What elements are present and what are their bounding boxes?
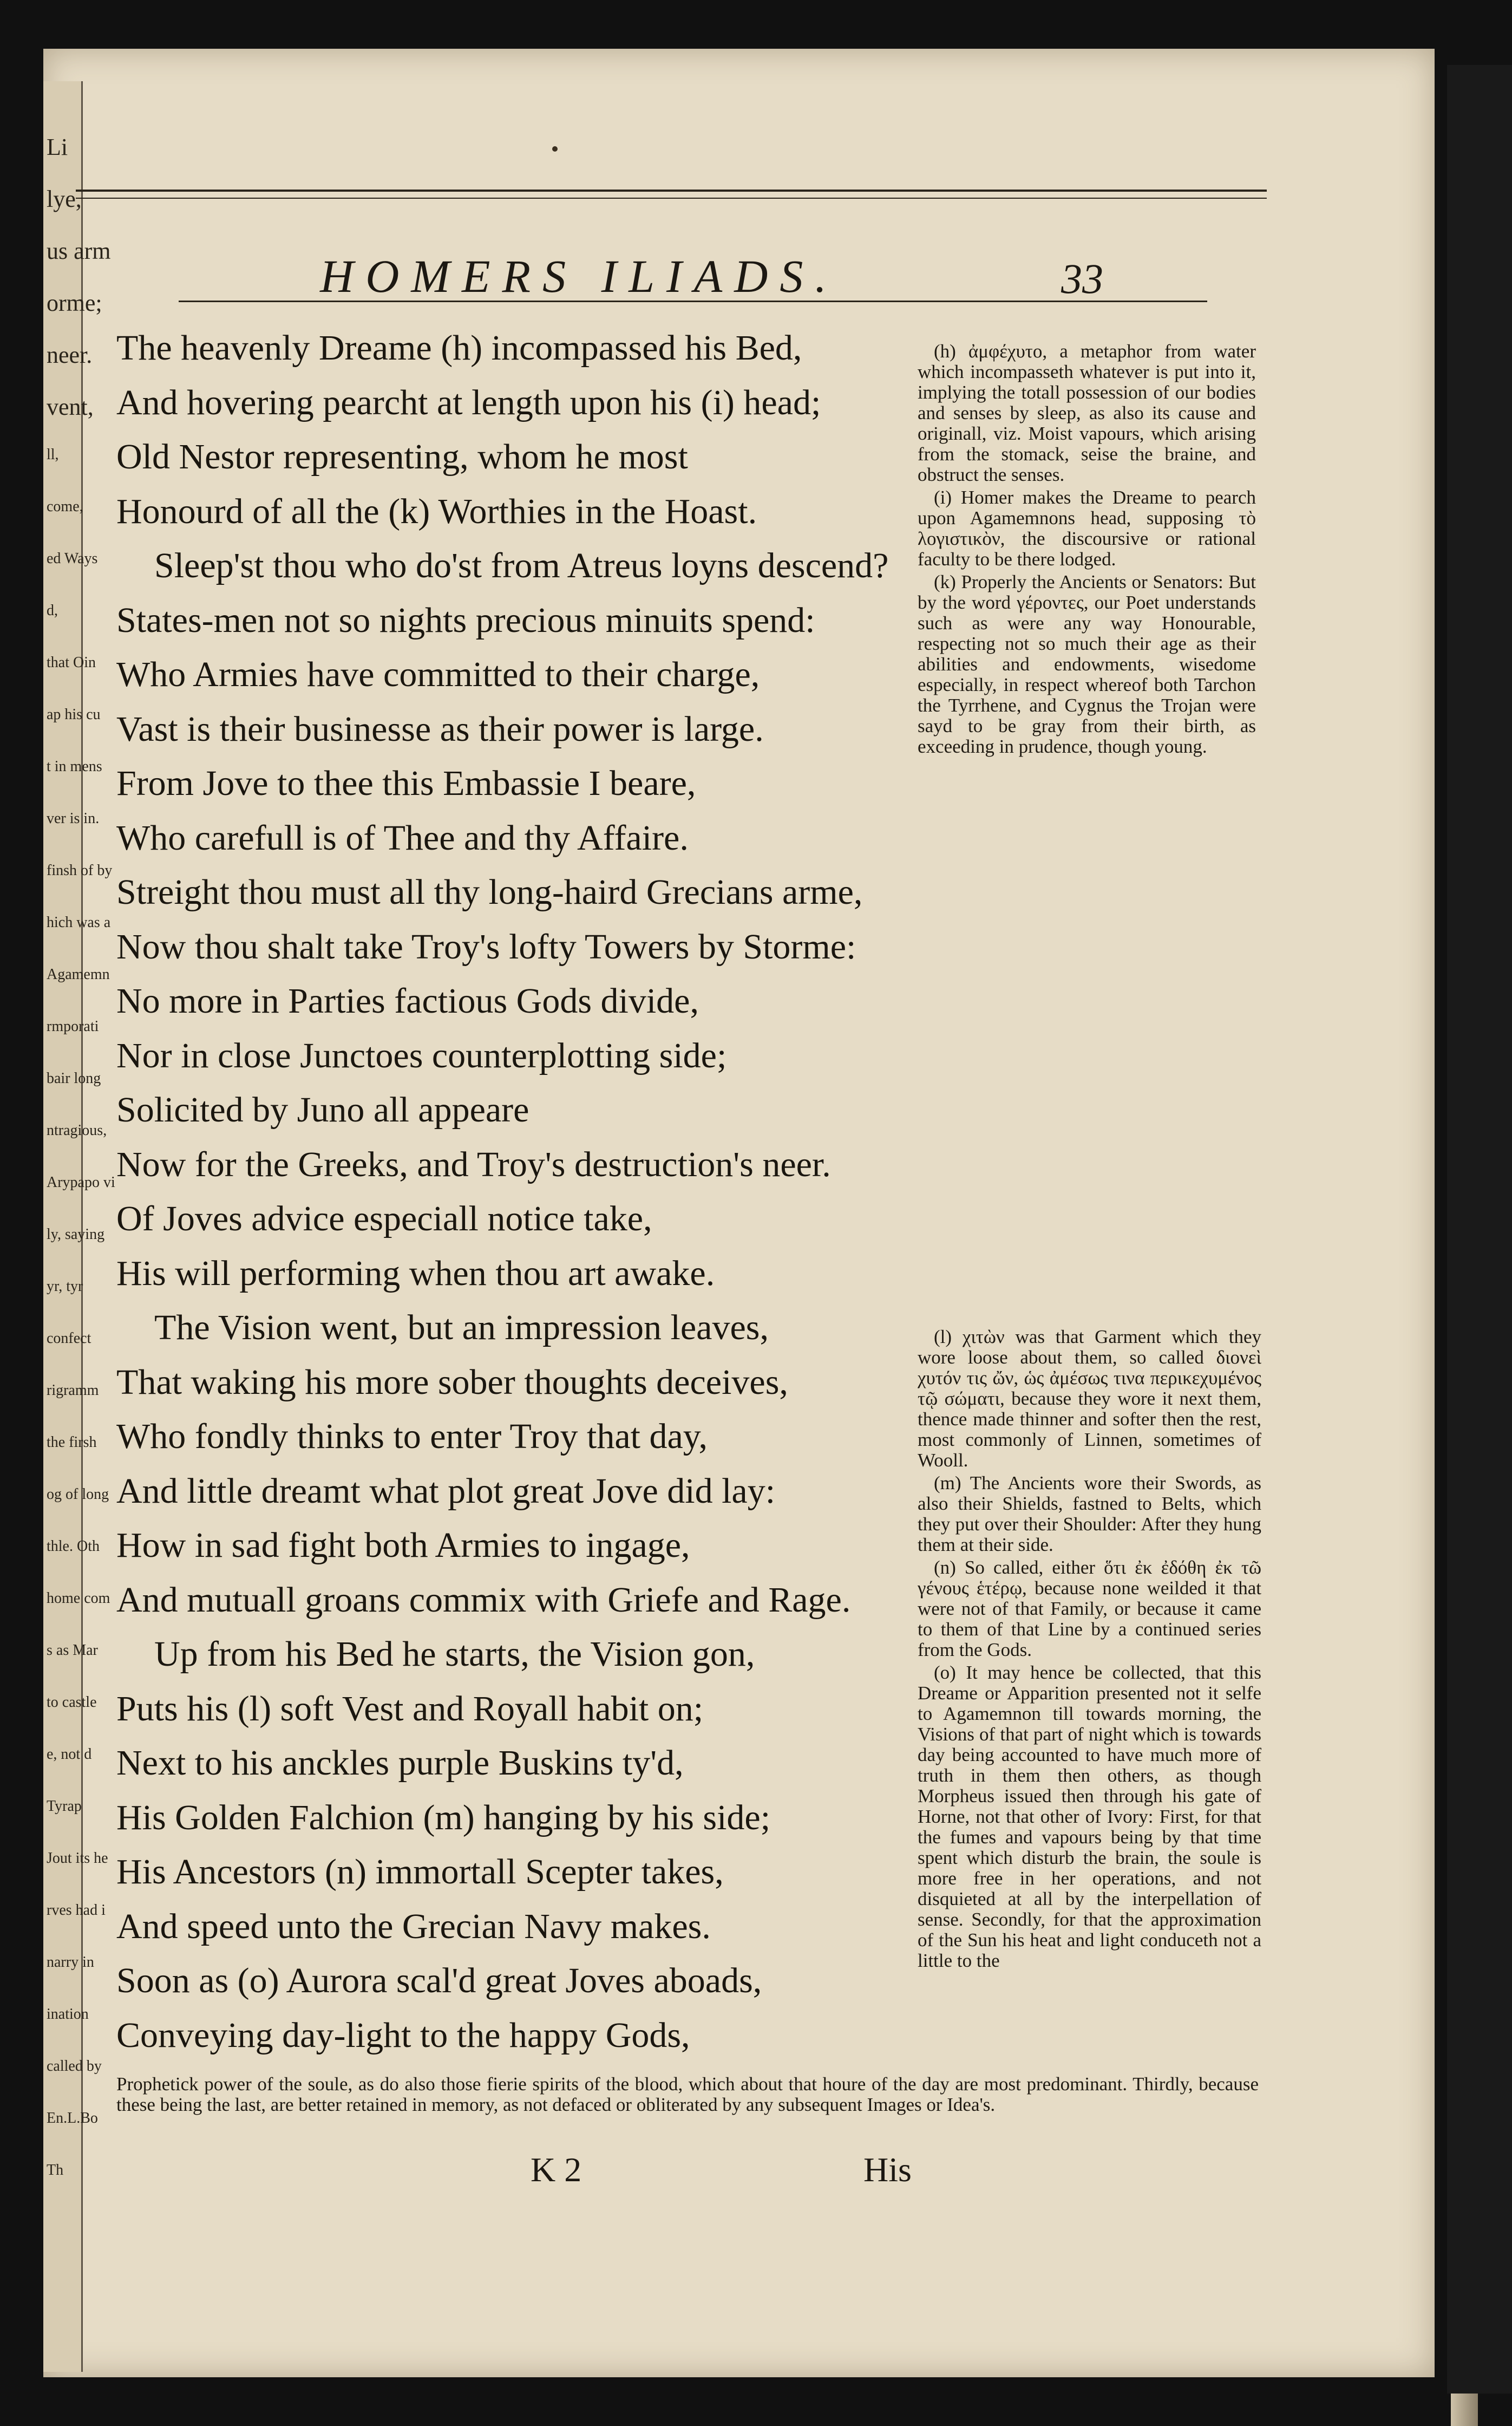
verse-line: And hovering pearcht at length upon his (i) head; — [116, 382, 821, 422]
margin-fragment: bair long — [47, 1070, 101, 1087]
note-paragraph: (h) ἀμφέχυτο, a metaphor from water which incompasseth whatever is put into it, implying the totall possession of our bodies and senses by sleep, as also its cause and originall, viz. Moist vapours, which arising from the stomack, seise the braine, and obstruct the senses. — [918, 341, 1256, 485]
margin-fragment: ed Ways — [47, 550, 98, 567]
verse-line: Honourd of all the (k) Worthies in the Hoast. — [116, 491, 757, 531]
verse-line: His will performing when thou art awake. — [116, 1253, 715, 1293]
note-paragraph: (k) Properly the Ancients or Senators: But by the word γέροντες, our Poet understands such as were any way Honourable, respecting not so much their age as their abilities and endowments, wisedome especially, in respect whereof both Tarchon the Tyrrhene, and Cygnus the Trojan were sayd to be gray from their birth, as exceeding in prudence, though young. — [918, 571, 1256, 757]
margin-fragment: confect — [47, 1330, 91, 1347]
margin-fragment: called by — [47, 2058, 102, 2075]
verse-line: Puts his (l) soft Vest and Royall habit on; — [116, 1688, 704, 1729]
previous-page-edge — [43, 81, 115, 2372]
margin-fragment: thle. Oth — [47, 1538, 100, 1555]
margin-fragment: ntragious, — [47, 1122, 107, 1139]
margin-fragment: orme; — [47, 290, 102, 316]
margin-fragment: ination — [47, 2006, 89, 2023]
margin-fragment: t in mens — [47, 758, 102, 775]
margin-fragment: Th — [47, 2162, 64, 2179]
verse-line: Now thou shalt take Troy's lofty Towers by Storme: — [116, 927, 856, 967]
verse-line: His Golden Falchion (m) hanging by his side; — [116, 1797, 771, 1837]
verse-line: Sleep'st thou who do'st from Atreus loyns descend? — [154, 546, 889, 585]
margin-fragment: home com — [47, 1590, 110, 1607]
verse-line: Next to his anckles purple Buskins ty'd, — [116, 1743, 684, 1783]
footnote-continuation: Prophetick power of the soule, as do also those fierie spirits of the blood, which about that houre of the day are most predominant. Thirdly, because these being the last, are better retained in memory, as not defaced or obliterated by any subsequent Images or Idea's. — [116, 2073, 1259, 2115]
margin-fragment: neer. — [47, 342, 93, 368]
verse-line: That waking his more sober thoughts deceives, — [116, 1362, 788, 1402]
verse-line: Nor in close Junctoes counterplotting side; — [116, 1035, 727, 1075]
note-paragraph: (m) The Ancients wore their Swords, as also their Shields, fastned to Belts, which they put over their Shoulder: After they hung them at their side. — [918, 1472, 1261, 1555]
verse-line: Now for the Greeks, and Troy's destruction's neer. — [116, 1144, 831, 1184]
top-rule — [76, 190, 1267, 192]
ink-spot — [552, 146, 558, 152]
margin-fragment: yr, tyr — [47, 1278, 83, 1295]
verse-line: Up from his Bed he starts, the Vision gon, — [154, 1634, 755, 1674]
margin-fragment: the firsh — [47, 1434, 97, 1451]
book-page — [43, 49, 1435, 2377]
margin-fragment: e, not d — [47, 1746, 92, 1763]
verse-line: States-men not so nights precious minuits spend: — [116, 600, 815, 640]
margin-fragment: ly, saying — [47, 1226, 105, 1243]
margin-fragment: hich was a — [47, 914, 111, 931]
note-paragraph: (n) So called, either ὅτι ἐκ ἐδόθη ἐκ τῶ γένους ἑτέρῳ, because none weilded it that were not of that Family, or because it came to them of that Line by a continued series from the Gods. — [918, 1557, 1261, 1660]
margin-fragment: narry in — [47, 1954, 94, 1971]
verse-line: Soon as (o) Aurora scal'd great Joves aboads, — [116, 1961, 762, 2000]
margin-fragment: Agamemn — [47, 966, 110, 983]
verse-line: How in sad fight both Armies to ingage, — [116, 1525, 690, 1565]
margin-fragment: Tyrap — [47, 1798, 82, 1815]
margin-fragment: lye, — [47, 186, 82, 212]
margin-fragment: ver is in. — [47, 810, 100, 827]
page-number: 33 — [1061, 255, 1103, 302]
verse-line: And little dreamt what plot great Jove did lay: — [116, 1471, 776, 1511]
right-dark-edge — [1447, 65, 1512, 2394]
signature-mark: K 2 — [531, 2150, 582, 2189]
margin-fragment: Arypapo vi — [47, 1174, 115, 1191]
verse-line: No more in Parties factious Gods divide, — [116, 981, 699, 1021]
running-title: HOMERS ILIADS. — [320, 250, 839, 302]
notes-bottom — [918, 1327, 1261, 1973]
margin-fragment: Li — [47, 134, 68, 160]
verse-line: From Jove to thee this Embassie I beare, — [116, 764, 696, 803]
verse-line: Old Nestor representing, whom he most — [116, 437, 688, 477]
margin-fragment: ap his cu — [47, 706, 101, 723]
margin-fragment: rves had i — [47, 1902, 106, 1919]
verse-line: Who carefull is of Thee and thy Affaire. — [116, 818, 689, 858]
margin-fragment: og of long — [47, 1486, 109, 1503]
note-paragraph: (l) χιτὼν was that Garment which they wore loose about them, so called διονεὶ χυτόν τις ὤν, ὡς ἀμέσως τινα περικεχυμένος τῷ σώματι, because they wore it next them, thence made thinner and softer then the rest, most commonly of Linnen, sometimes of Wooll. — [918, 1326, 1261, 1471]
top-rule-thin — [76, 198, 1267, 199]
verse-line: Of Joves advice especiall notice take, — [116, 1199, 652, 1238]
verse-line: Conveying day-light to the happy Gods, — [116, 2015, 690, 2055]
verse-line: And speed unto the Grecian Navy makes. — [116, 1906, 711, 1946]
verse-line: And mutuall groans commix with Griefe and Rage. — [116, 1580, 851, 1620]
note-paragraph: (i) Homer makes the Dreame to pearch upon Agamemnons head, supposing τὸ λογιστικὸν, the discoursive or rational faculty to be there lodged. — [918, 487, 1256, 570]
margin-fragment: d, — [47, 602, 58, 619]
verse-line: Who fondly thinks to enter Troy that day, — [116, 1417, 708, 1456]
margin-fragment: Jout its he — [47, 1850, 108, 1867]
verse-line: Streight thou must all thy long-haird Grecians arme, — [116, 872, 863, 912]
margin-fragment: vent, — [47, 394, 94, 420]
verse-line: The heavenly Dreame (h) incompassed his Bed, — [116, 328, 802, 368]
margin-fragment: that Oin — [47, 654, 96, 671]
margin-fragment: us arm — [47, 238, 111, 264]
margin-fragment: s as Mar — [47, 1642, 98, 1659]
verse-line: His Ancestors (n) immortall Scepter takes, — [116, 1852, 724, 1892]
verse-line: Solicited by Juno all appeare — [116, 1090, 529, 1130]
margin-fragment: rigramm — [47, 1382, 99, 1399]
margin-fragment: come, — [47, 498, 83, 515]
verse-line: Vast is their businesse as their power is large. — [116, 709, 764, 749]
verse-line: Who Armies have committed to their charge, — [116, 655, 760, 694]
margin-fragment: ll, — [47, 446, 59, 463]
notes-top — [918, 341, 1256, 759]
margin-fragment: to castle — [47, 1694, 97, 1711]
margin-fragment: rmporati — [47, 1018, 99, 1035]
margin-fragment: finsh of by — [47, 862, 113, 879]
catchword: His — [863, 2150, 912, 2189]
margin-fragment: En.L.Bo — [47, 2110, 98, 2127]
verse-line: The Vision went, but an impression leaves, — [154, 1308, 769, 1347]
note-paragraph: (o) It may hence be collected, that this Dreame or Apparition presented not it selfe to Agamemnon till towards morning, the Visions of that part of night which is towards day being accounted to have much more of truth in them then others, as though Morpheus issued then through his gate of Horne, not that other of Ivory: First, for that the fumes and vapours being by that time spent which disturb the brain, the soule is more free in her operations, and not disquieted at all by the interpellation of sense. Secondly, for that the approximation of the Sun his heat and light conduceth not a little to the — [918, 1662, 1261, 1971]
